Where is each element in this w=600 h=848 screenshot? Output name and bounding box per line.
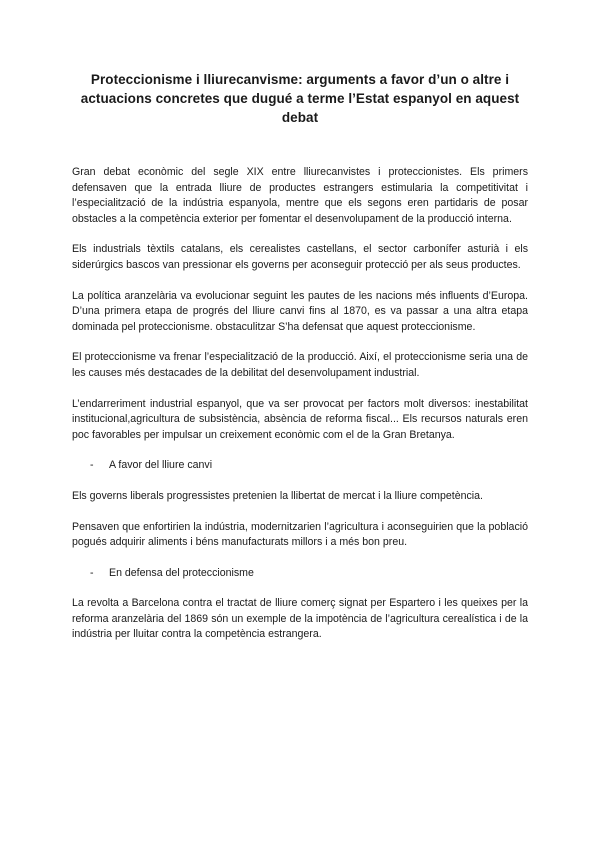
section-heading-label: A favor del lliure canvi [109, 459, 213, 472]
bullet-dash: - [90, 566, 94, 579]
section-heading-protectionism [90, 566, 528, 582]
paragraph-specialization: El proteccionisme va frenar l’especialització de la producció. Així, el proteccionisme seria una de les causes més destacades de la debilitat del desenvolupament industrial. [72, 351, 528, 379]
paragraph-tariff-policy: La política aranzelària va evolucionar seguint les pautes de les nacions més influents d’Europa. D’una primera etapa de progrés del lliure canvi fins al 1870, es va passar a una altra etapa dominada pel proteccionisme. obstaculitzar S’ha defensat que aquest proteccionisme. [72, 289, 528, 333]
document-title: Proteccionisme i lliurecanvisme: arguments a favor d’un o altre i actuacions concretes que dugué a terme l’Estat espanyol en aquest debat [80, 72, 520, 125]
document-body [72, 165, 528, 643]
paragraph-protectionism-1: La revolta a Barcelona contra el tractat de lliure comerç signat per Espartero i les queixes per la reforma aranzelària del 1869 són un exemple de la impotència de l’agricultura cerealística i de la indústria per lluitar contra la competència estrangera. [72, 597, 528, 641]
paragraph-free-trade-2: Pensaven que enfortirien la indústria, modernitzarien l’agricultura i aconseguirien que la població pogués adquirir aliments i béns manufacturats millors i a més bon preu. [72, 520, 528, 549]
bullet-dash: - [90, 459, 94, 472]
paragraph-free-trade-1: Els governs liberals progressistes pretenien la llibertat de mercat i la lliure competència. [72, 489, 483, 502]
section-heading-label: En defensa del proteccionisme [109, 566, 254, 579]
section-heading-free-trade [90, 458, 528, 474]
paragraph-intro: Gran debat econòmic del segle XIX entre lliurecanvistes i proteccionistes. Els primers defensaven que la entrada lliure de productes estrangers estimularia la competitivitat i l’especialització de la indústria espanyola, mentre que els segons eren partidaris de posar obstacles a la competència exterior per fomentar el desenvolupament de la producció interna. [72, 166, 528, 225]
paragraph-industrial-delay: L’endarreriment industrial espanyol, que va ser provocat per factors molt diversos: inestabilitat institucional,agricultura de subsistència, absència de reforma fiscal... Els recursos naturals eren poc favorables per impulsar un creixement econòmic com el de la Gran Bretanya. [72, 397, 528, 441]
paragraph-pressure-groups: Els industrials tèxtils catalans, els cerealistes castellans, el sector carbonífer asturià i els siderúrgics bascos van pressionar els governs per aconseguir protecció per als seus productes. [72, 243, 528, 271]
